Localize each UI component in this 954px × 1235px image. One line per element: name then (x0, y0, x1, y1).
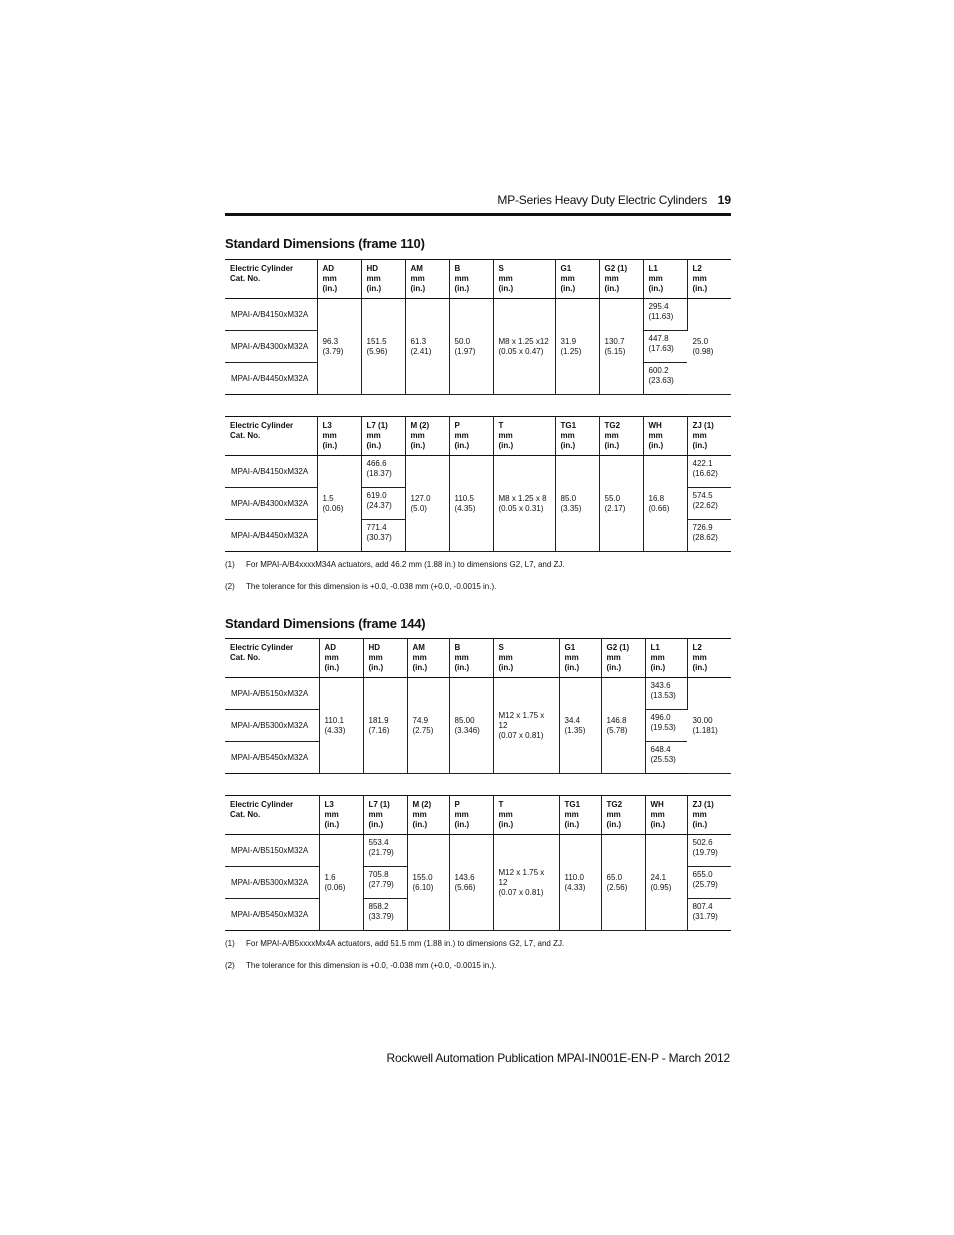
l1-value: 295.4 (11.63) (643, 299, 687, 331)
table-row (225, 678, 731, 710)
m-value: 155.0 (6.10) (407, 835, 449, 931)
footnote-text: The tolerance for this dimension is +0.0, -0.038 mm (+0.0, -0.0015 in.). (246, 582, 497, 591)
cat-no-cell: MPAI-A/B5450xM32A (225, 742, 319, 774)
tg2-value: 55.0 (2.17) (599, 456, 643, 552)
col-header-g2: G2 (1) mm (in.) (601, 639, 645, 678)
g1-value: 31.9 (1.25) (555, 299, 599, 395)
col-header-tg2: TG2 mm (in.) (601, 796, 645, 835)
cat-no-cell: MPAI-A/B5150xM32A (225, 678, 319, 710)
table-row (225, 456, 731, 488)
tg2-value: 65.0 (2.56) (601, 835, 645, 931)
col-header-wh: WH mm (in.) (645, 796, 687, 835)
l7-value: 619.0 (24.37) (361, 488, 405, 520)
l7-value: 858.2 (33.79) (363, 899, 407, 931)
cat-no-cell: MPAI-A/B4300xM32A (225, 488, 317, 520)
col-header-l2: L2 mm (in.) (687, 260, 731, 299)
footnote-label: (1) (225, 939, 235, 948)
col-header-cat-no: Electric Cylinder Cat. No. (225, 260, 317, 299)
col-header-hd: HD mm (in.) (363, 639, 407, 678)
s-value: M12 x 1.75 x 12 (0.07 x 0.81) (493, 678, 559, 774)
zj-value: 422.1 (16.62) (687, 456, 731, 488)
frame-110-table-2 (225, 416, 731, 552)
col-header-p: P mm (in.) (449, 796, 493, 835)
zj-value: 807.4 (31.79) (687, 899, 731, 931)
p-value: 143.6 (5.66) (449, 835, 493, 931)
cat-no-cell: MPAI-A/B5450xM32A (225, 899, 319, 931)
cat-no-cell: MPAI-A/B4300xM32A (225, 331, 317, 363)
ad-value: 110.1 (4.33) (319, 678, 363, 774)
col-header-zj: ZJ (1) mm (in.) (687, 796, 731, 835)
col-header-l7: L7 (1) mm (in.) (361, 417, 405, 456)
zj-value: 726.9 (28.62) (687, 520, 731, 552)
am-value: 61.3 (2.41) (405, 299, 449, 395)
l1-value: 496.0 (19.53) (645, 710, 687, 742)
section-title-frame-144: Standard Dimensions (frame 144) (225, 616, 426, 631)
col-header-tg2: TG2 mm (in.) (599, 417, 643, 456)
l3-value: 1.6 (0.06) (319, 835, 363, 931)
l7-value: 466.6 (18.37) (361, 456, 405, 488)
footnote-label: (2) (225, 961, 235, 970)
col-header-l2: L2 mm (in.) (687, 639, 731, 678)
hd-value: 151.5 (5.96) (361, 299, 405, 395)
g1-value: 34.4 (1.35) (559, 678, 601, 774)
col-header-wh: WH mm (in.) (643, 417, 687, 456)
hd-value: 181.9 (7.16) (363, 678, 407, 774)
l3-value: 1.5 (0.06) (317, 456, 361, 552)
col-header-g1: G1 mm (in.) (555, 260, 599, 299)
col-header-cat-no: Electric Cylinder Cat. No. (225, 796, 319, 835)
header-rule (225, 213, 731, 216)
footnote-1 (225, 939, 564, 948)
frame-110-table-1 (225, 259, 731, 395)
l7-value: 553.4 (21.79) (363, 835, 407, 867)
col-header-l3: L3 mm (in.) (317, 417, 361, 456)
cat-no-cell: MPAI-A/B5150xM32A (225, 835, 319, 867)
col-header-m: M (2) mm (in.) (407, 796, 449, 835)
col-header-b: B mm (in.) (449, 260, 493, 299)
col-header-zj: ZJ (1) mm (in.) (687, 417, 731, 456)
col-header-l1: L1 mm (in.) (643, 260, 687, 299)
page-number: 19 (717, 193, 731, 207)
ad-value: 96.3 (3.79) (317, 299, 361, 395)
p-value: 110.5 (4.35) (449, 456, 493, 552)
zj-value: 574.5 (22.62) (687, 488, 731, 520)
l1-value: 343.6 (13.53) (645, 678, 687, 710)
col-header-t: T mm (in.) (493, 417, 555, 456)
g2-value: 146.8 (5.78) (601, 678, 645, 774)
cat-no-cell: MPAI-A/B4450xM32A (225, 520, 317, 552)
footnote-label: (2) (225, 582, 235, 591)
l1-value: 447.8 (17.63) (643, 331, 687, 363)
table-row (225, 835, 731, 867)
frame-144-table-2 (225, 795, 731, 931)
col-header-tg1: TG1 mm (in.) (559, 796, 601, 835)
col-header-hd: HD mm (in.) (361, 260, 405, 299)
page-footer: Rockwell Automation Publication MPAI-IN001E-EN-P - March 2012 (386, 1051, 730, 1065)
col-header-ad: AD mm (in.) (319, 639, 363, 678)
col-header-l7: L7 (1) mm (in.) (363, 796, 407, 835)
cat-no-cell: MPAI-A/B5300xM32A (225, 867, 319, 899)
col-header-l1: L1 mm (in.) (645, 639, 687, 678)
wh-value: 16.8 (0.66) (643, 456, 687, 552)
col-header-s: S mm (in.) (493, 639, 559, 678)
cat-no-cell: MPAI-A/B4450xM32A (225, 363, 317, 395)
cat-no-cell: MPAI-A/B5300xM32A (225, 710, 319, 742)
col-header-ad: AD mm (in.) (317, 260, 361, 299)
footnote-text: For MPAI-A/B5xxxxMx4A actuators, add 51.5 mm (1.88 in.) to dimensions G2, L7, and ZJ. (246, 939, 565, 948)
zj-value: 655.0 (25.79) (687, 867, 731, 899)
b-value: 85.00 (3.346) (449, 678, 493, 774)
col-header-g2: G2 (1) mm (in.) (599, 260, 643, 299)
l7-value: 771.4 (30.37) (361, 520, 405, 552)
footnote-1 (225, 560, 565, 569)
footnote-text: For MPAI-A/B4xxxxM34A actuators, add 46.2 mm (1.88 in.) to dimensions G2, L7, and ZJ. (246, 560, 565, 569)
frame-144-table-1 (225, 638, 731, 774)
footnote-text: The tolerance for this dimension is +0.0, -0.038 mm (+0.0, -0.0015 in.). (246, 961, 497, 970)
section-title-frame-110: Standard Dimensions (frame 110) (225, 236, 425, 251)
col-header-cat-no: Electric Cylinder Cat. No. (225, 417, 317, 456)
footnote-2 (225, 582, 496, 591)
running-title: MP-Series Heavy Duty Electric Cylinders (497, 193, 707, 207)
cat-no-cell: MPAI-A/B4150xM32A (225, 299, 317, 331)
s-value: M8 x 1.25 x12 (0.05 x 0.47) (493, 299, 555, 395)
footnote-label: (1) (225, 560, 235, 569)
col-header-cat-no: Electric Cylinder Cat. No. (225, 639, 319, 678)
l2-value: 30.00 (1.181) (687, 678, 731, 774)
l1-value: 600.2 (23.63) (643, 363, 687, 395)
l1-value: 648.4 (25.53) (645, 742, 687, 774)
col-header-tg1: TG1 mm (in.) (555, 417, 599, 456)
t-value: M8 x 1.25 x 8 (0.05 x 0.31) (493, 456, 555, 552)
l2-value: 25.0 (0.98) (687, 299, 731, 395)
g2-value: 130.7 (5.15) (599, 299, 643, 395)
b-value: 50.0 (1.97) (449, 299, 493, 395)
col-header-am: AM mm (in.) (407, 639, 449, 678)
col-header-s: S mm (in.) (493, 260, 555, 299)
col-header-m: M (2) mm (in.) (405, 417, 449, 456)
tg1-value: 85.0 (3.35) (555, 456, 599, 552)
l7-value: 705.8 (27.79) (363, 867, 407, 899)
tg1-value: 110.0 (4.33) (559, 835, 601, 931)
col-header-b: B mm (in.) (449, 639, 493, 678)
page-header (225, 191, 731, 213)
m-value: 127.0 (5.0) (405, 456, 449, 552)
col-header-t: T mm (in.) (493, 796, 559, 835)
zj-value: 502.6 (19.79) (687, 835, 731, 867)
cat-no-cell: MPAI-A/B4150xM32A (225, 456, 317, 488)
wh-value: 24.1 (0.95) (645, 835, 687, 931)
col-header-am: AM mm (in.) (405, 260, 449, 299)
table-row (225, 299, 731, 331)
am-value: 74.9 (2.75) (407, 678, 449, 774)
footnote-2 (225, 961, 496, 970)
col-header-l3: L3 mm (in.) (319, 796, 363, 835)
col-header-p: P mm (in.) (449, 417, 493, 456)
t-value: M12 x 1.75 x 12 (0.07 x 0.81) (493, 835, 559, 931)
col-header-g1: G1 mm (in.) (559, 639, 601, 678)
